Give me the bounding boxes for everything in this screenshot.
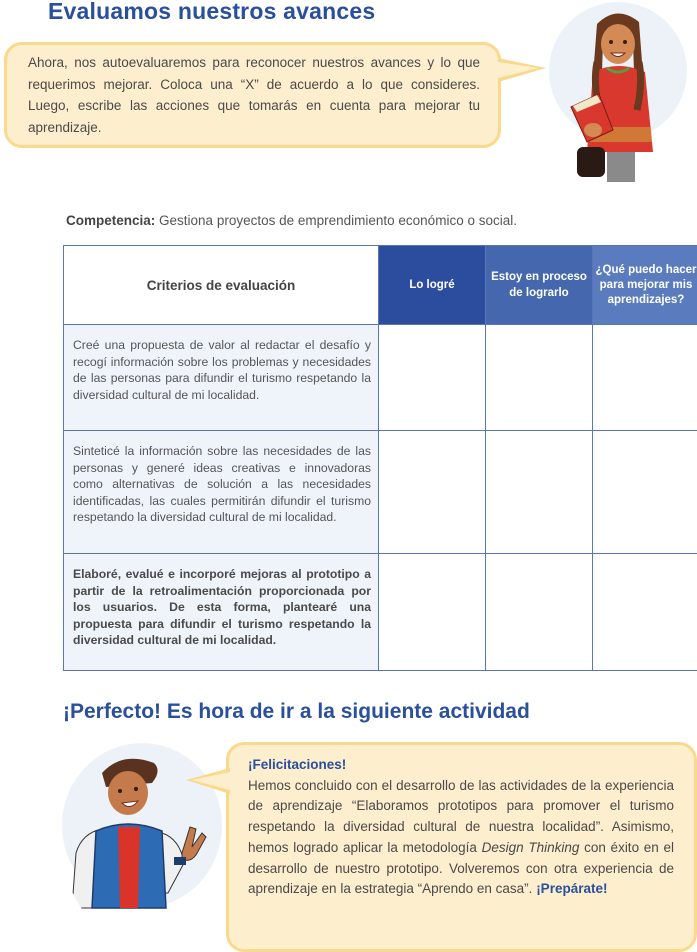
header-criteria: Criterios de evaluación [64,246,379,325]
achieved-cell[interactable] [379,554,486,671]
congrats-text [248,755,674,900]
header-in-progress: Estoy en proceso de lograrlo [486,246,593,325]
section-title-perfecto: ¡Perfecto! Es hora de ir a la siguiente actividad [63,700,530,724]
section-title-evaluamos: Evaluamos nuestros avances [48,0,375,25]
competencia-label: Competencia: [66,213,155,228]
improve-cell[interactable] [593,325,697,431]
in-progress-cell[interactable] [486,431,593,554]
criterion-cell: Sinteticé la información sobre las necesidades de las personas y generé ideas creativas e innovadoras como alternativas de solución a las necesidades identificadas, las cuales permitirán difundir el turismo respetando la diversidad cultural de mi localidad. [64,431,379,554]
instructions-text: Ahora, nos autoevaluaremos para reconocer nuestros avances y lo que requerimos mejorar. Coloca una “X” de acuerdo a lo que consideres. Luego, escribe las acciones que tomarás en cuenta para mejorar tu aprendizaje. [28,52,480,138]
improve-cell[interactable] [593,554,697,671]
congrats-body-2: con éxito en el desarrollo de nuestro prototipo. Volveremos con otra experiencia de aprendizaje en la estrategia “Aprendo en casa”. [248,840,674,896]
speech-bubble-tail-inner [498,62,538,78]
congrats-body-1: Hemos concluido con el desarrollo de las actividades de la experiencia de aprendizaje “Elaboramos prototipos para promover el turismo respetando la diversidad cultural de nuestra localidad”. Asimismo, hemos logrado aplicar la metodología [248,778,674,855]
table-row [64,431,697,554]
evaluation-table [63,245,697,671]
achieved-cell[interactable] [379,431,486,554]
header-improve: ¿Qué puedo hacer para mejorar mis aprendizajes? [593,246,697,325]
congrats-closing: ¡Prepárate! [536,881,607,896]
girl-illustration [549,2,687,140]
criterion-cell: Elaboré, evalué e incorporé mejoras al prototipo a partir de la retroalimentación proporcionada por los usuarios. De esta forma, plantearé una propuesta para difundir el turismo respetando la diversidad cultural de mi localidad. [64,554,379,671]
table-header-row [64,246,697,325]
competencia-value: Gestiona proyectos de emprendimiento económico o social. [155,213,517,228]
competencia-line [66,213,517,228]
table-row [64,325,697,431]
speech-bubble-tail-inner [192,772,230,790]
congrats-body-italic: Design Thinking [482,840,580,855]
improve-cell[interactable] [593,431,697,554]
criterion-cell: Creé una propuesta de valor al redactar el desafío y recogí información sobre los problemas y necesidades de las personas para difundir el turismo respetando la diversidad cultural de mi localidad. [64,325,379,431]
in-progress-cell[interactable] [486,554,593,671]
header-achieved: Lo logré [379,246,486,325]
congrats-greeting: ¡Felicitaciones! [248,755,674,776]
girl-with-book-icon [549,2,687,187]
in-progress-cell[interactable] [486,325,593,431]
achieved-cell[interactable] [379,325,486,431]
table-row [64,554,697,671]
